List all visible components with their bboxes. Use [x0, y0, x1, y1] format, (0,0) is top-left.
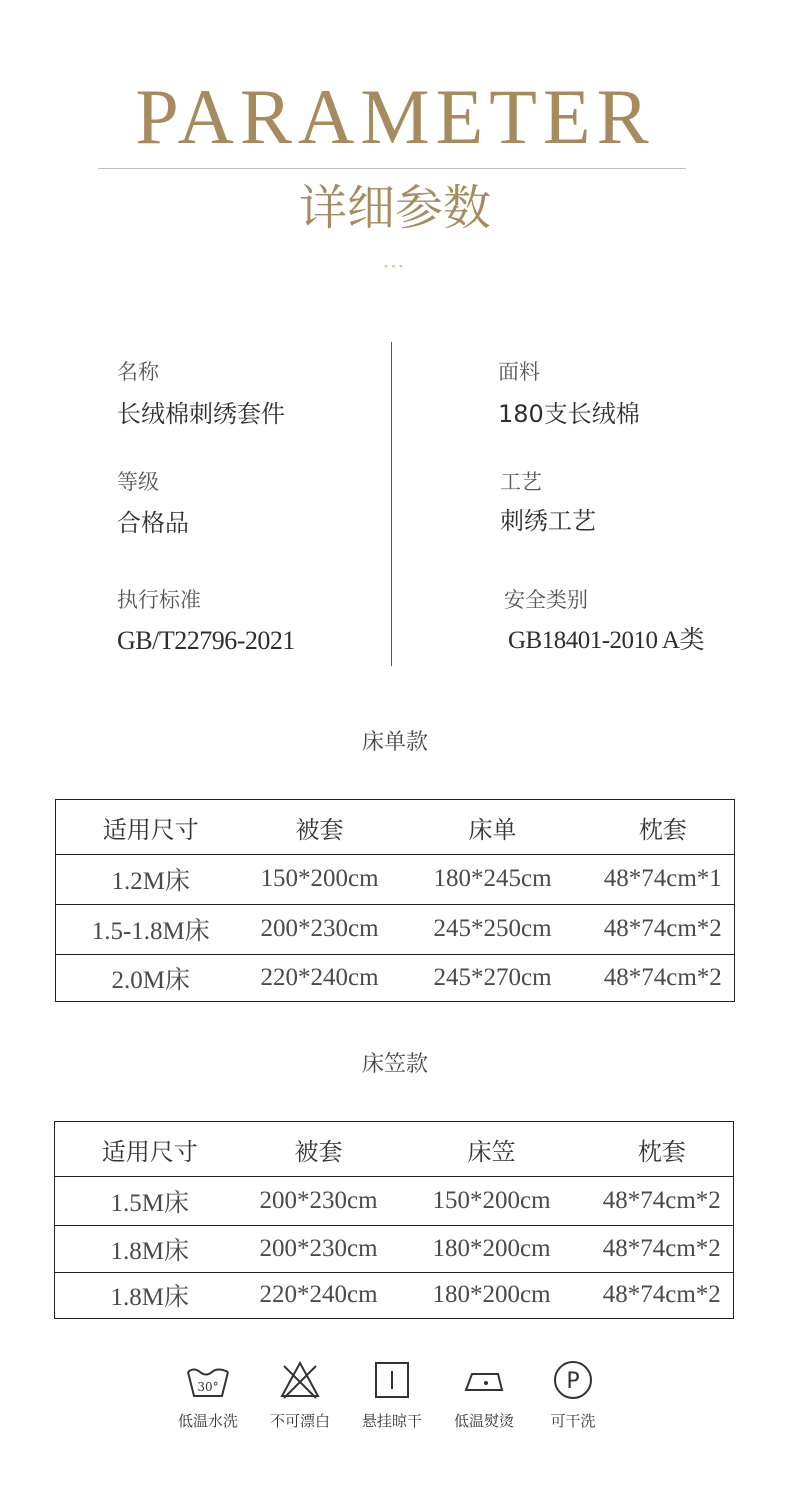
table-cell: 220*240cm — [260, 963, 379, 991]
care-label: 低温水洗 — [177, 1412, 238, 1430]
care-label: 可干洗 — [550, 1412, 596, 1430]
care-item-wash — [163, 1360, 253, 1431]
page-headline: PARAMETER — [135, 73, 655, 160]
table-row — [56, 904, 735, 954]
page-subtitle: 详细参数 — [298, 180, 491, 236]
iron-low-icon — [462, 1360, 506, 1400]
param-craft-value: 刺绣工艺 — [500, 507, 596, 535]
table-header-cell: 适用尺寸 — [56, 800, 246, 855]
table-cell: 48*74cm*2 — [592, 904, 735, 954]
table-cell: 245*250cm — [394, 904, 592, 954]
hang-dry-icon — [370, 1360, 414, 1400]
table-cell: 180*200cm — [393, 1225, 591, 1272]
table-header-cell: 被套 — [245, 1122, 393, 1177]
wash-temp-text: 30° — [197, 1380, 219, 1394]
table-header-cell: 被套 — [246, 800, 394, 855]
care-item-no-bleach — [255, 1360, 345, 1431]
param-standard-label: 执行标准 — [117, 588, 201, 612]
care-label: 悬挂晾干 — [361, 1412, 422, 1430]
table-cell: 200*230cm — [245, 1225, 393, 1272]
param-grade-label: 等级 — [117, 470, 159, 494]
table-cell: 180*245cm — [394, 855, 592, 904]
table-cell: 200*230cm — [245, 1177, 393, 1225]
table-header-cell: 床单 — [394, 800, 592, 855]
care-item-hang-dry — [347, 1360, 437, 1431]
table2-title: 床笠款 — [361, 1052, 428, 1077]
table-cell: 48*74cm*2 — [591, 1177, 734, 1225]
care-item-dry-clean — [528, 1360, 618, 1431]
param-safety-value: GB18401-2010 A类 — [508, 627, 704, 654]
table-cell: 245*270cm — [433, 963, 552, 991]
table-cell: 48*74cm*2 — [602, 1281, 721, 1309]
table1-title: 床单款 — [361, 730, 428, 755]
table-cell: 2.0M床 — [111, 966, 190, 994]
parameter-divider — [391, 342, 392, 666]
table-cell: 1.8M床 — [55, 1225, 245, 1272]
table-header-cell: 适用尺寸 — [55, 1122, 245, 1177]
param-standard-value: GB/T22796-2021 — [117, 626, 295, 655]
param-fabric-value: 180支长绒棉 — [498, 400, 640, 428]
table2-header-row — [55, 1122, 734, 1177]
param-safety-label: 安全类别 — [504, 588, 588, 612]
table-row — [56, 855, 735, 904]
table-cell: 150*200cm — [393, 1177, 591, 1225]
table-cell: 1.5-1.8M床 — [56, 904, 246, 954]
table1-header-row — [56, 800, 735, 855]
table-cell: 150*200cm — [246, 855, 394, 904]
table-cell: 180*200cm — [432, 1281, 551, 1309]
table1 — [55, 799, 735, 1002]
table-cell: 48*74cm*2 — [603, 963, 722, 991]
dry-clean-letter: P — [566, 1369, 580, 1394]
table-header-cell: 枕套 — [592, 800, 735, 855]
table-header-cell: 床笠 — [393, 1122, 591, 1177]
table-cell: 48*74cm*2 — [591, 1225, 734, 1272]
param-fabric-label: 面料 — [498, 360, 540, 384]
table-cell: 200*230cm — [246, 904, 394, 954]
table-row — [56, 954, 735, 1001]
decorative-dots: ∘∘∘ — [383, 262, 407, 272]
table-cell: 1.8M床 — [110, 1284, 189, 1312]
dry-clean-p-icon — [551, 1360, 595, 1400]
table-cell: 220*240cm — [259, 1281, 378, 1309]
table-row — [55, 1225, 734, 1272]
table-cell: 1.2M床 — [56, 855, 246, 904]
no-bleach-icon — [278, 1360, 322, 1400]
table-cell: 1.5M床 — [55, 1177, 245, 1225]
care-label: 低温熨烫 — [453, 1412, 514, 1430]
care-instructions — [168, 1360, 628, 1440]
table2 — [54, 1121, 734, 1319]
param-grade-value: 合格品 — [117, 509, 189, 537]
table-row — [55, 1177, 734, 1225]
care-label: 不可漂白 — [269, 1412, 330, 1430]
table-cell: 48*74cm*1 — [592, 855, 735, 904]
param-name-label: 名称 — [117, 360, 159, 384]
table-header-cell: 枕套 — [591, 1122, 734, 1177]
param-name-value: 长绒棉刺绣套件 — [117, 400, 285, 428]
table-row — [55, 1272, 734, 1318]
headline-divider — [98, 168, 686, 169]
care-item-iron — [439, 1360, 529, 1431]
param-craft-label: 工艺 — [500, 470, 542, 494]
wash-30-icon — [186, 1360, 230, 1400]
